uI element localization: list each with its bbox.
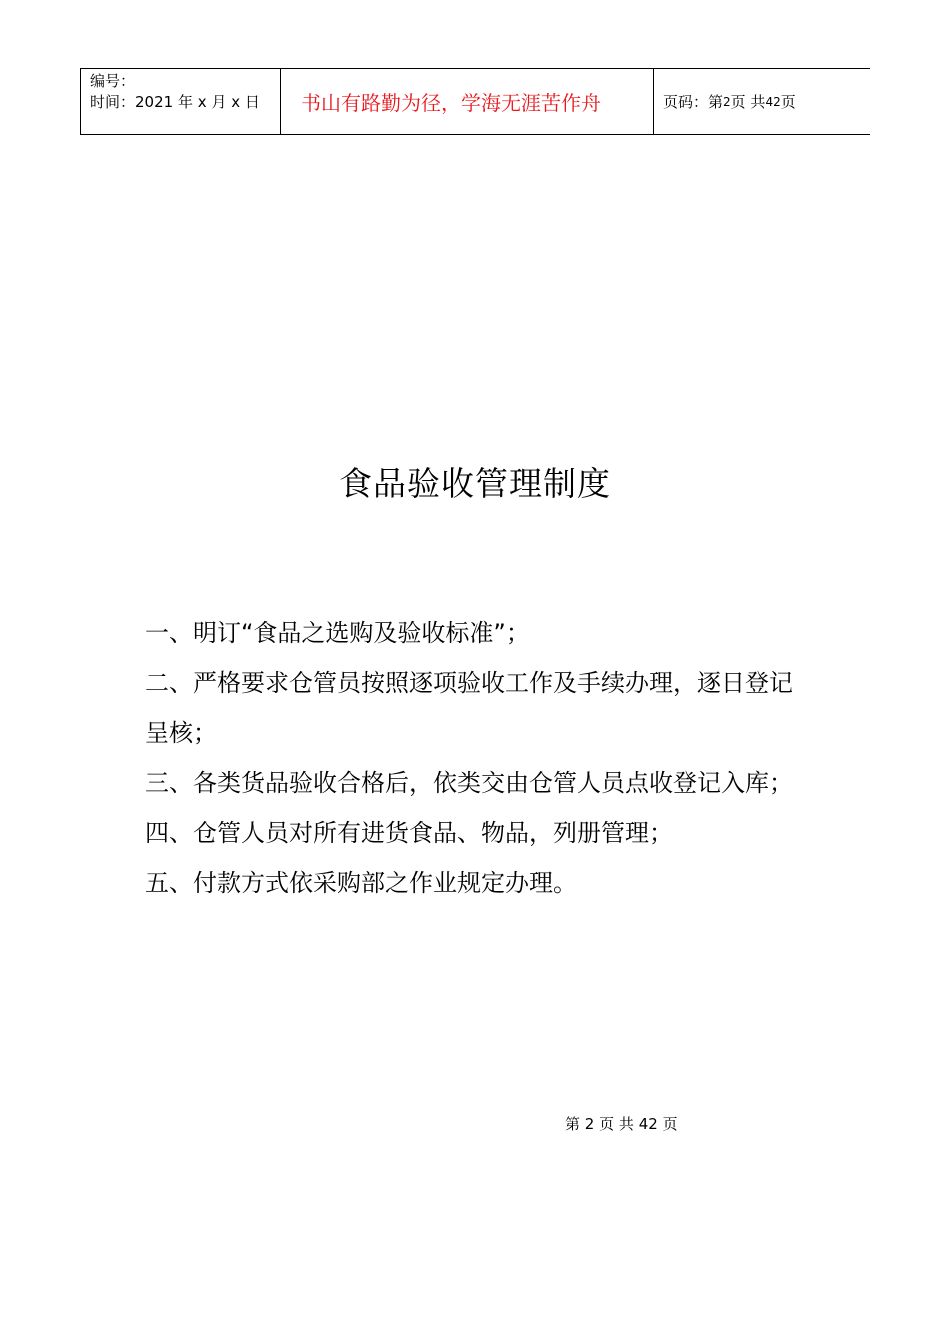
footer-page-number <box>565 1113 678 1134</box>
paragraph-3: 三、各类货品验收合格后，依类交由仓管人员点收登记入库； <box>145 769 793 797</box>
page-current: 2 <box>723 94 731 109</box>
motto-text: 书山有路勤为径，学海无涯苦作舟 <box>301 91 601 115</box>
code-label: 编号： <box>90 72 136 90</box>
time-year: 2021 <box>135 93 174 111</box>
paragraph-5: 五、付款方式依采购部之作业规定办理。 <box>145 869 577 897</box>
paragraph-4: 四、仓管人员对所有进货食品、物品，列册管理； <box>145 819 673 847</box>
page-suffix: 页 <box>780 93 796 111</box>
motto-cell <box>281 69 654 134</box>
footer-suffix: 页 <box>662 1115 678 1133</box>
header-info-cell <box>81 69 281 134</box>
document-title: 食品验收管理制度 <box>339 464 611 503</box>
page-mid: 页 共 <box>730 93 766 111</box>
page-prefix: 页码：第 <box>663 93 724 111</box>
page-code-cell <box>654 69 870 134</box>
footer-total: 42 <box>638 1115 658 1133</box>
time-line <box>90 92 280 113</box>
time-month: x <box>197 93 207 111</box>
paragraph-2: 二、严格要求仓管员按照逐项验收工作及手续办理，逐日登记呈核； <box>145 669 793 747</box>
footer-current: 2 <box>584 1115 595 1133</box>
header-table <box>80 68 870 135</box>
paragraph-1: 一、明订“食品之选购及验收标准”； <box>145 619 530 647</box>
document-body <box>145 608 815 908</box>
time-day-unit: 日 <box>244 93 260 111</box>
page-total: 42 <box>765 94 781 109</box>
footer-prefix: 第 <box>565 1115 581 1133</box>
time-day: x <box>231 93 241 111</box>
time-label: 时间： <box>90 93 136 111</box>
time-month-unit: 月 <box>211 93 227 111</box>
footer-mid: 页 共 <box>599 1115 634 1133</box>
time-year-unit: 年 <box>177 93 193 111</box>
